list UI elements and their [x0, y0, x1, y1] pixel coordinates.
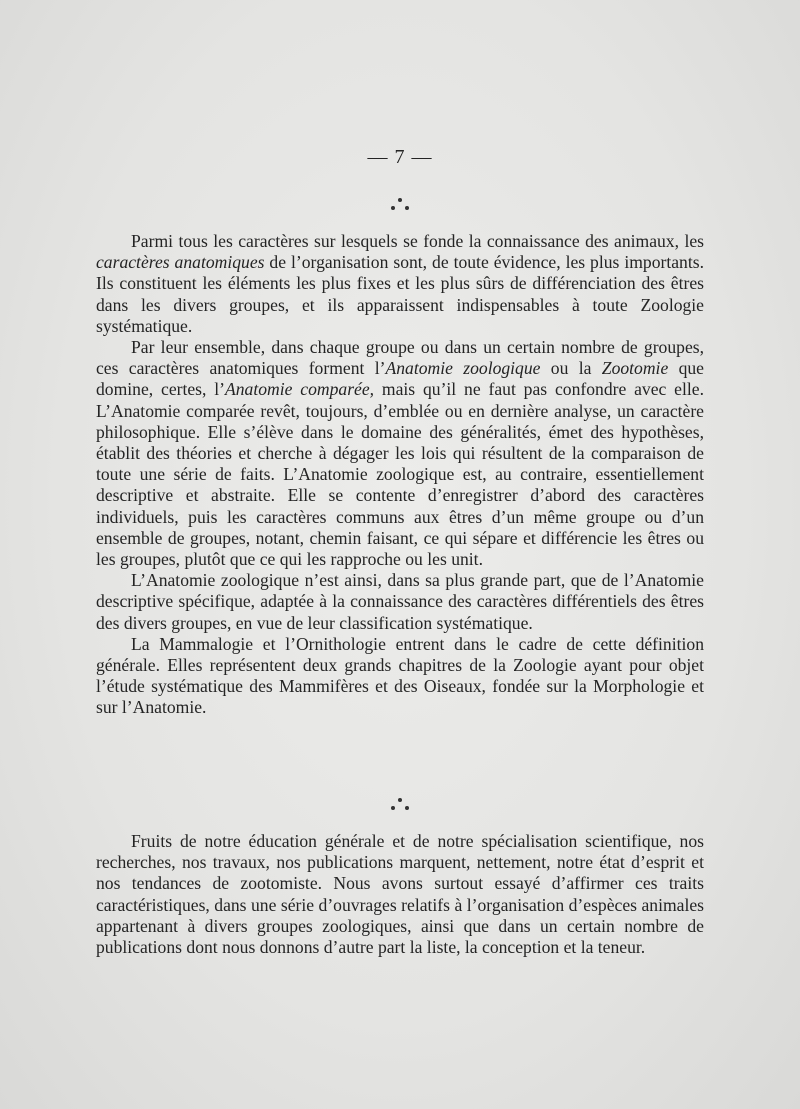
paragraph: [96, 634, 704, 719]
separator-star: [391, 806, 395, 810]
separator-star: [405, 806, 409, 810]
text-run: de l’organisation sont, de toute évidence, les plus importants. Ils constituent les éléments les plus fixes et les plus sûrs de différenciation des êtres dans les divers groupes, et ils apparaissent indispensables à toute Zoologie systématique.: [96, 252, 704, 336]
paragraph: [96, 231, 704, 337]
section-separator: [0, 796, 800, 820]
text-run: L’Anatomie zoologique n’est ainsi, dans sa plus grande part, que de l’Anatomie descriptive spécifique, adaptée à la connaissance des caractères différentiels des êtres des divers groupes, en vue de leur classification systématique.: [96, 570, 704, 633]
section-1-text: [96, 231, 704, 719]
text-run: Fruits de notre éducation générale et de notre spécialisation scientifique, nos recherches, nos travaux, nos publications marquent, nettement, notre état d’esprit et nos tendances de zootomiste. Nous avons surtout essayé d’affirmer ces traits caractéristiques, dans une série d’ouvrages relatifs à l’organisation d’espèces animales appartenant à divers groupes zoologiques, ainsi que dans un certain nombre de publications dont nous donnons d’autre part la liste, la conception et la teneur.: [96, 831, 704, 958]
separator-star: [398, 198, 402, 202]
text-run: La Mammalogie et l’Ornithologie entrent dans le cadre de cette définition générale. Elles représentent deux grands chapitres de la Zoologie ayant pour objet l’étude systématique des Mammifères et des Oiseaux, fondée sur la Morphologie et sur l’Anatomie.: [96, 633, 704, 718]
text-run: mais qu’il ne faut pas confondre avec elle. L’Anatomie comparée revêt, toujours, d’emblée ou en dernière analyse, un caractère philosophique. Elle s’élève dans le domaine des généralités, émet des hypothèses, établit des théories et cherche à dégager les lois qui résultent de la comparaison de toute une série de faits. L’Anatomie zoologique est, au contraire, essentiellement descriptive et abstraite. Elle se contente d’enregistrer d’abord des caractères individuels, puis les caractères communs aux êtres d’un même groupe ou d’un ensemble de groupes, notant, chemin faisant, ce qui sépare et différencie les êtres ou les groupes, plutôt que ce qui les rapproche ou les unit.: [96, 379, 704, 570]
section-separator: [0, 196, 800, 220]
text-run: Parmi tous les caractères sur lesquels se fonde la connaissance des animaux, les: [131, 231, 704, 251]
paragraph: [96, 831, 704, 958]
separator-star: [405, 206, 409, 210]
separator-star: [391, 206, 395, 210]
italic-term: caractères anatomiques: [96, 252, 265, 273]
text-run: Par leur ensemble, dans chaque groupe ou dans un certain nombre de groupes, ces caractères anatomiques forment l’: [96, 337, 704, 379]
text-run: ou la: [540, 358, 602, 379]
italic-term: Zootomie: [601, 358, 669, 379]
text-run: que domine, certes, l’: [96, 358, 704, 400]
paragraph: [96, 337, 704, 570]
italic-term: Anatomie zoologique: [385, 358, 541, 379]
section-2-text: [96, 831, 704, 958]
separator-star: [398, 798, 402, 802]
page-number: — 7 —: [367, 146, 433, 168]
paragraph: [96, 570, 704, 634]
italic-term: Anatomie comparée,: [225, 379, 375, 400]
